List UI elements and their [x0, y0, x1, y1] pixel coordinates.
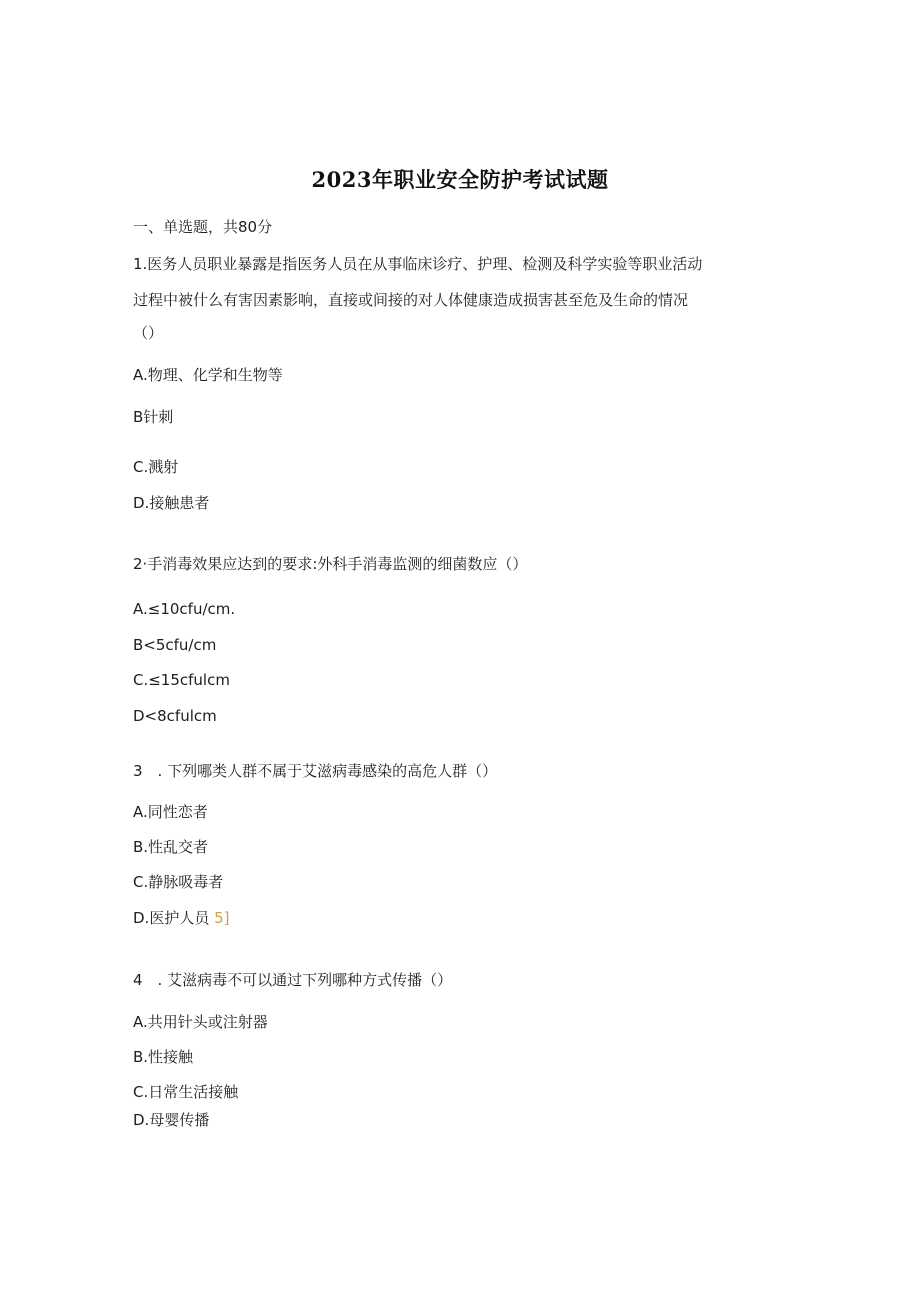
question-3-option-a: A.同性恋者	[133, 803, 208, 821]
question-4-option-c: C.日常生活接触	[133, 1083, 239, 1101]
question-2-option-d: D<8cfulcm	[133, 707, 217, 725]
question-1-option-d: D.接触患者	[133, 494, 210, 512]
question-3-option-b: B.性乱交者	[133, 838, 209, 856]
question-4-option-d: D.母婴传播	[133, 1111, 210, 1129]
question-3-option-d: D.医护人员	[133, 909, 210, 927]
document-title: 2023年职业安全防护考试试题	[311, 167, 609, 192]
question-1-text-line-1: 1.医务人员职业暴露是指医务人员在从事临床诊疗、护理、检测及科学实验等职业活动	[133, 255, 703, 273]
question-2-option-b: B<5cfu∕cm	[133, 636, 217, 654]
question-3-option-d-row	[133, 907, 230, 929]
question-3-text: 3 . 下列哪类人群不属于艾滋病毒感染的高危人群（）	[133, 762, 498, 780]
question-1-option-b: B针刺	[133, 408, 174, 426]
question-2-option-c: C.≤15cfulcm	[133, 671, 230, 689]
question-3-option-c: C.静脉吸毒者	[133, 873, 224, 891]
question-1-option-c: C.溅射	[133, 458, 179, 476]
question-2-option-a: A.≤10cfu∕cm.	[133, 600, 236, 618]
question-4-option-b: B.性接触	[133, 1048, 194, 1066]
question-1-text-line-3: （）	[133, 324, 164, 342]
question-2-text: 2·手消毒效果应达到的要求:外科手消毒监测的细菌数应（）	[133, 555, 528, 573]
question-4-option-a: A.共用针头或注射器	[133, 1013, 268, 1031]
question-1-text-line-2: 过程中被什么有害因素影响，直接或间接的对人体健康造成损害甚至危及生命的情况	[133, 291, 689, 309]
question-1-option-a: A.物理、化学和生物等	[133, 366, 283, 384]
question-4-text: 4 . 艾滋病毒不可以通过下列哪种方式传播（）	[133, 971, 453, 989]
section-heading: 一、单选题，共80分	[133, 218, 273, 236]
question-3-margin-note: 5]	[214, 909, 230, 927]
